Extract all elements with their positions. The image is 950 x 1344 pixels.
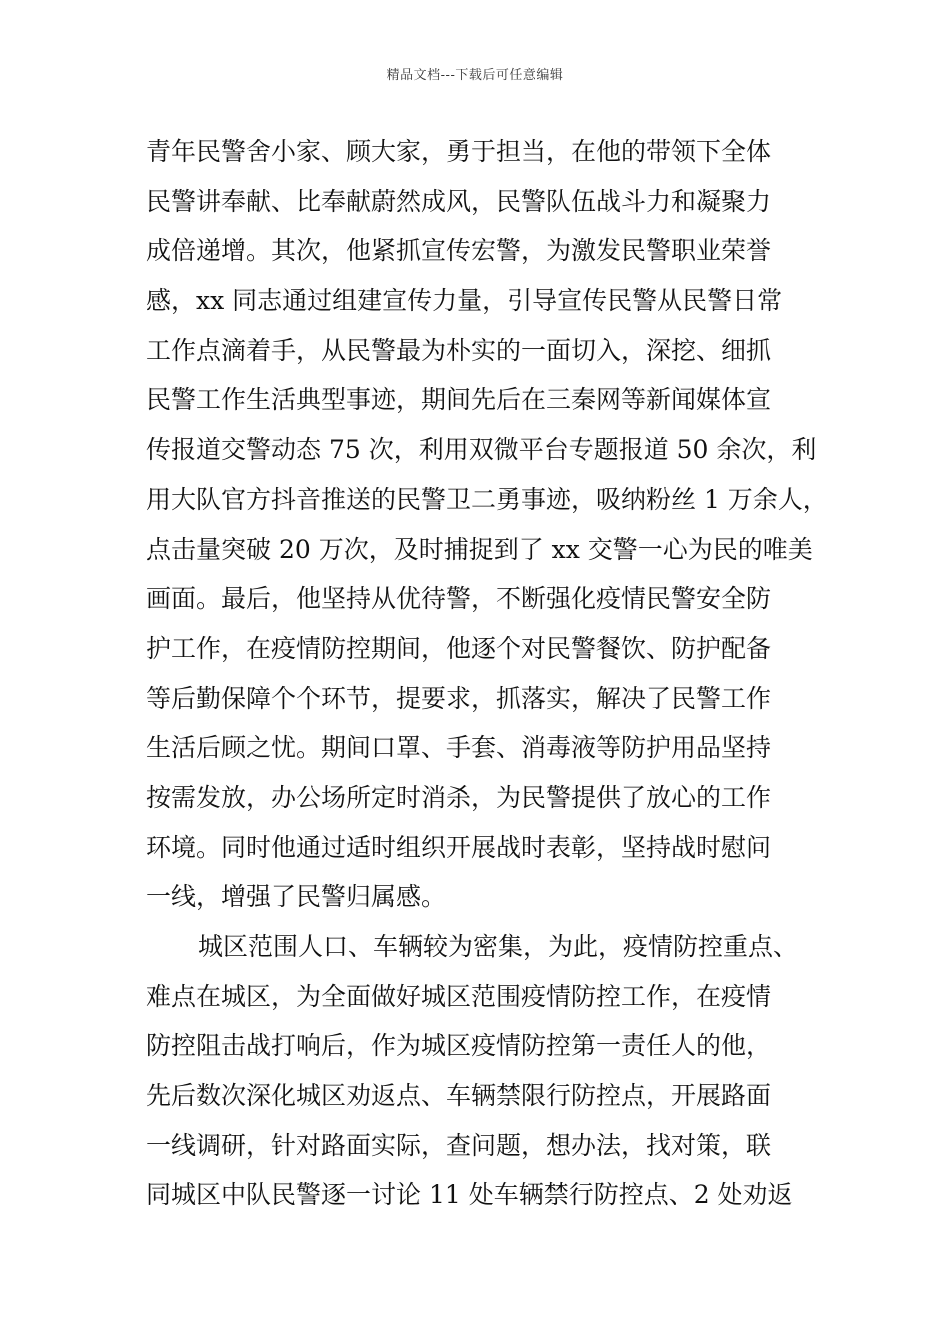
paragraph-2 [146, 922, 810, 1220]
text-line: 民警讲奉献、比奉献蔚然成风，民警队伍战斗力和凝聚力 [146, 186, 772, 216]
text-line: 环境。同时他通过适时组织开展战时表彰，坚持战时慰问 [146, 832, 772, 862]
text-line: 按需发放，办公场所定时消杀，为民警提供了放心的工作 [146, 782, 772, 812]
text-line: 工作点滴着手，从民警最为朴实的一面切入，深挖、细抓 [146, 335, 772, 365]
text-line: 等后勤保障个个环节，提要求，抓落实，解决了民警工作 [146, 683, 772, 713]
text-line: 民警工作生活典型事迹，期间先后在三秦网等新闻媒体宣 [146, 385, 772, 415]
paragraph-1 [146, 127, 828, 922]
text-line: 成倍递增。其次，他紧抓宣传宏警，为激发民警职业荣誉 [146, 236, 772, 266]
text-line: 感，xx 同志通过组建宣传力量，引导宣传民警从民警日常 [146, 286, 783, 316]
text-line: 传报道交警动态 75 次，利用双微平台专题报道 50 余次，利 [146, 435, 817, 465]
text-line: 一线调研，针对路面实际，查问题，想办法，找对策，联 [146, 1130, 772, 1160]
page-header: 精品文档---下载后可任意编辑 [386, 68, 564, 83]
text-line: 点击量突破 20 万次，及时捕捉到了 xx 交警一心为民的唯美 [146, 534, 813, 564]
text-line: 一线，增强了民警归属感。 [146, 882, 447, 912]
text-line: 城区范围人口、车辆较为密集，为此，疫情防控重点、 [198, 932, 799, 961]
text-line: 青年民警舍小家、顾大家，勇于担当，在他的带领下全体 [146, 137, 772, 166]
document-body [146, 127, 828, 1220]
text-line: 生活后顾之忧。期间口罩、手套、消毒液等防护用品坚持 [146, 733, 772, 763]
text-line: 护工作，在疫情防控期间，他逐个对民警餐饮、防护配备 [146, 633, 772, 663]
text-line: 画面。最后，他坚持从优待警，不断强化疫情民警安全防 [146, 584, 772, 614]
text-line: 难点在城区，为全面做好城区范围疫情防控工作，在疫情 [146, 981, 772, 1011]
text-line: 用大队官方抖音推送的民警卫二勇事迹，吸纳粉丝 1 万余人， [146, 484, 828, 514]
text-line: 防控阻击战打响后，作为城区疫情防控第一责任人的他， [146, 1031, 772, 1061]
text-line: 先后数次深化城区劝返点、车辆禁限行防控点，开展路面 [146, 1081, 772, 1111]
text-line: 同城区中队民警逐一讨论 11 处车辆禁行防控点、2 处劝返 [146, 1180, 793, 1210]
